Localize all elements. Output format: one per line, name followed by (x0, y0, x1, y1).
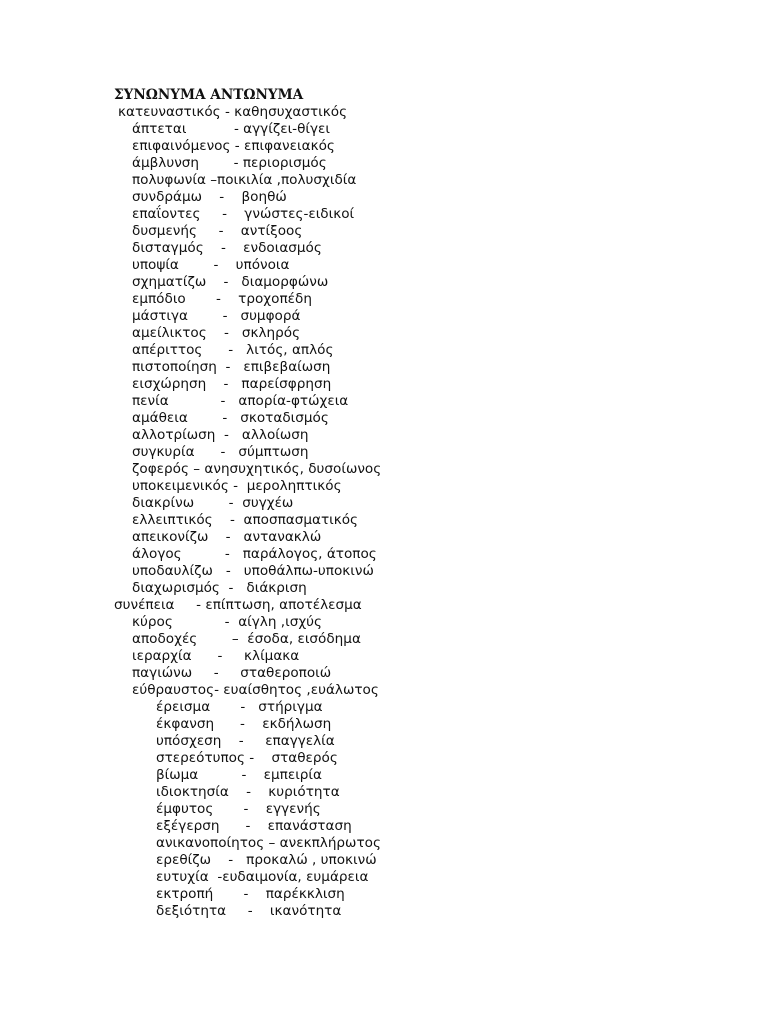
word-pair-line: διακρίνω - συγχέω (132, 495, 294, 511)
word-pair-line: εξέγερση - επανάσταση (156, 818, 352, 834)
word-pair-line: απέριττος - λιτός, απλός (132, 342, 334, 358)
word-pair-line: αλλοτρίωση - αλλοίωση (132, 427, 309, 443)
word-pair-line: δισταγμός - ενδοιασμός (132, 240, 322, 256)
word-pair-line: διαχωρισμός - διάκριση (132, 580, 307, 596)
word-pair-line: ζοφερός – ανησυχητικός, δυσοίωνος (132, 461, 382, 477)
word-pair-line: κύρος - αίγλη ,ισχύς (132, 614, 323, 630)
word-pair-line: άπτεται - αγγίζει-θίγει (132, 121, 330, 137)
word-pair-line: ανικανοποίητος – ανεκπλήρωτος (156, 835, 381, 851)
word-pair-line: έμφυτος - εγγενής (156, 801, 321, 817)
word-pair-line: ευτυχία -ευδαιμονία, ευμάρεια (156, 869, 369, 885)
word-pair-line: εισχώρηση - παρείσφρηση (132, 376, 332, 392)
word-pair-line: εμπόδιο - τροχοπέδη (132, 291, 312, 307)
word-pair-line: στερεότυπος - σταθερός (156, 750, 338, 766)
word-pair-line: πενία - απορία-φτώχεια (132, 393, 349, 409)
word-pair-line: δεξιότητα - ικανότητα (156, 903, 342, 919)
word-pair-line: άμβλυνση - περιορισμός (132, 155, 327, 171)
word-pair-line: επιφαινόμενος - επιφανειακός (132, 138, 335, 154)
word-pair-line: ιεραρχία - κλίμακα (132, 648, 300, 664)
document-body (114, 87, 734, 920)
word-pair-line: πολυφωνία –ποικιλία ,πολυσχιδία (132, 172, 357, 188)
word-pair-line: βίωμα - εμπειρία (156, 767, 322, 783)
word-pair-line: δυσμενής - αντίξοος (132, 223, 303, 239)
word-pair-line: απεικονίζω - αντανακλώ (132, 529, 322, 545)
word-pair-line: παγιώνω - σταθεροποιώ (132, 665, 332, 681)
word-pair-line: εκτροπή - παρέκκλιση (156, 886, 345, 902)
word-pair-line: συνδράμω - βοηθώ (132, 189, 287, 205)
word-pair-line: ιδιοκτησία - κυριότητα (156, 784, 340, 800)
word-pair-line: κατευναστικός - καθησυχαστικός (118, 104, 348, 120)
document-title: ΣΥΝΩΝΥΜΑ ΑΝΤΩΝΥΜΑ (114, 87, 304, 103)
word-pair-line: υποδαυλίζω - υποθάλπω-υποκινώ (132, 563, 374, 579)
word-pair-line: έρεισμα - στήριγμα (156, 699, 323, 715)
word-pair-line: υποκειμενικός - μεροληπτικός (132, 478, 342, 494)
word-pair-line: πιστοποίηση - επιβεβαίωση (132, 359, 331, 375)
word-pair-line: υπόσχεση - επαγγελία (156, 733, 335, 749)
word-pair-line: εύθραυστος- ευαίσθητος ,ευάλωτος (132, 682, 379, 698)
word-pair-line: υποψία - υπόνοια (132, 257, 290, 273)
word-pair-line: επαΐοντες - γνώστες-ειδικοί (132, 206, 355, 222)
word-pair-line: συνέπεια - επίπτωση, αποτέλεσμα (114, 597, 362, 613)
word-pair-line: έκφανση - εκδήλωση (156, 716, 332, 732)
word-pair-line: ερεθίζω - προκαλώ , υποκινώ (156, 852, 377, 868)
word-pair-line: μάστιγα - συμφορά (132, 308, 301, 324)
word-pair-line: αμάθεια - σκοταδισμός (132, 410, 329, 426)
word-pair-line: συγκυρία - σύμπτωση (132, 444, 309, 460)
word-list (114, 104, 734, 920)
word-pair-line: αποδοχές – έσοδα, εισόδημα (132, 631, 361, 647)
word-pair-line: ελλειπτικός - αποσπασματικός (132, 512, 359, 528)
word-pair-line: αμείλικτος - σκληρός (132, 325, 301, 341)
word-pair-line: σχηματίζω - διαμορφώνω (132, 274, 329, 290)
word-pair-line: άλογος - παράλογος, άτοπος (132, 546, 377, 562)
